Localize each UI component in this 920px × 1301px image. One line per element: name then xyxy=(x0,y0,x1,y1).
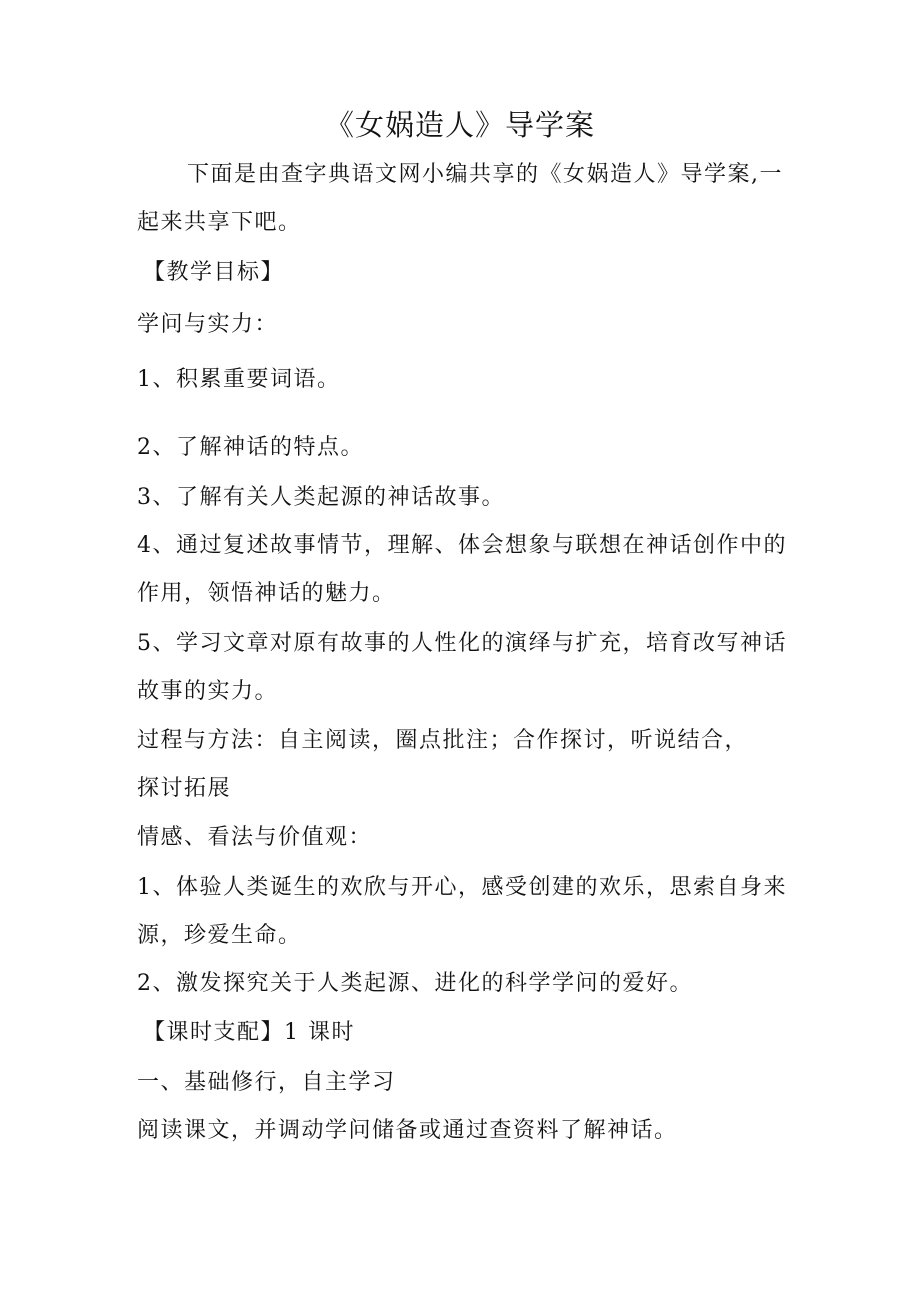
objective-item-3: 3、了解有关人类起源的神话故事。 xyxy=(137,485,505,510)
objective-item-2: 2、了解神话的特点。 xyxy=(137,435,364,460)
section-schedule-heading: 【课时支配】1 课时 xyxy=(143,1020,355,1045)
emotion-item-1-line-2: 源，珍爱生命。 xyxy=(137,923,302,948)
part-1-heading: 一、基础修行，自主学习 xyxy=(137,1070,396,1095)
intro-line-2: 起来共享下吧。 xyxy=(137,210,302,235)
objective-item-5-line-1: 5、学习文章对原有故事的人性化的演绎与扩充，培育改写神话 xyxy=(137,631,787,656)
objective-item-1: 1、积累重要词语。 xyxy=(137,367,341,392)
process-line-2: 探讨拓展 xyxy=(137,776,232,801)
section-objectives-heading: 【教学目标】 xyxy=(143,260,285,285)
objective-item-4-line-2: 作用，领悟神话的魅力。 xyxy=(137,581,396,606)
emotion-item-2: 2、激发探究关于人类起源、进化的科学学问的爱好。 xyxy=(137,971,693,996)
document-title: 《女娲造人》导学案 xyxy=(324,108,595,142)
emotion-item-1-line-1: 1、体验人类诞生的欢欣与开心，感受创建的欢乐，思索自身来 xyxy=(137,875,787,900)
objective-item-4-line-1: 4、通过复述故事情节，理解、体会想象与联想在神话创作中的 xyxy=(137,533,787,558)
emotion-heading: 情感、看法与价值观： xyxy=(137,825,373,850)
knowledge-heading: 学问与实力： xyxy=(137,312,279,337)
process-line-1: 过程与方法：自主阅读，圈点批注；合作探讨，听说结合， xyxy=(137,728,749,753)
objective-item-5-line-2: 故事的实力。 xyxy=(137,679,279,704)
intro-line-1: 下面是由查字典语文网小编共享的《女娲造人》导学案,一 xyxy=(187,162,783,187)
part-1-text: 阅读课文，并调动学问储备或通过查资料了解神话。 xyxy=(137,1118,678,1143)
